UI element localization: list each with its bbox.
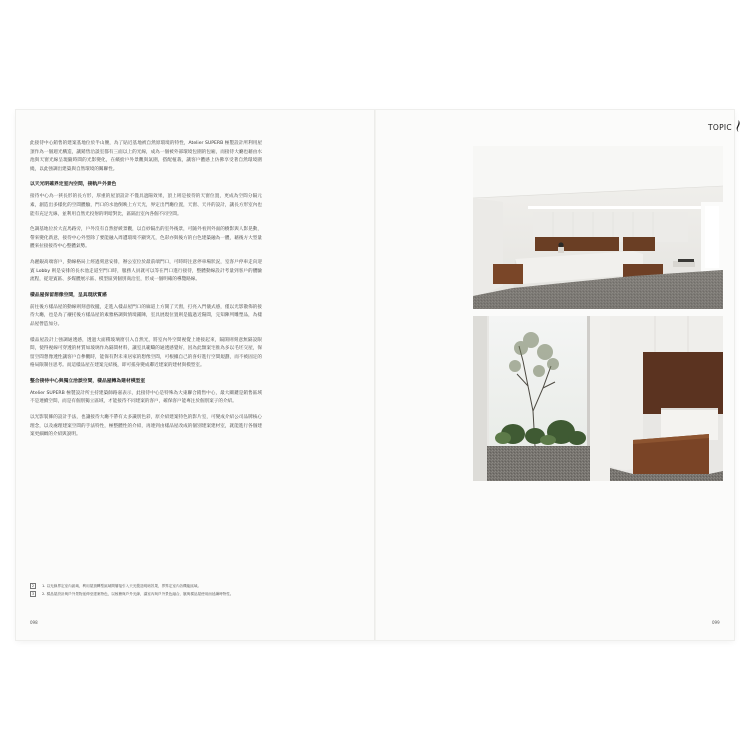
- body-paragraph: 接待中心為一狹長形的長方形，厚重的屋頂設計不僅具遮陽效果，頂上則是接待的天窗位置，更成為空間分隔元素，創造出多樣化的空間體驗，門口的水池倒映上方天光，界定出門廳位置，天窗、天井的設計，讓長方形室內也能有充足光線，並利用自然光投射的明暗對比，區隔出室內各個不同空間。: [30, 194, 262, 217]
- section-heading: 整合接待中心與獨立洽談空間，樣品屋轉為建材模型室: [30, 378, 146, 384]
- body-paragraph: 色調基地位於大直馬路旁，戶外沒有自然舒緩景觀，以自紗隔出的室外後景，可隨外看到外面的樹影與人影晃動，帶來變化新意，接待中心外型除了要能融入周遭環境不顯突兀，色彩亦與後方的白色建築融為一體，藉後方大型量體來拉接接待中心整體氣勢。: [30, 227, 262, 250]
- caption-number: 3: [31, 592, 35, 596]
- lobby-reception-photo: [473, 146, 723, 309]
- caption-text: 2. 樣品屋設計與戶外景物延伸至建案特色，以極簡與戶外光線，讓室內與戶外景色融合，賦與樣品屋使用而延續時特性。: [42, 592, 234, 596]
- body-paragraph: 樣品屋設計上強調通透感，透過大面積玻璃窗引入自然光，將室內外空間視覺上連接起來，隔開則刻意無隔設限間，使得視線可穿透的材質如玻璃作為隔間材料，讓室具範疇的通透感覺好，因為此類案宅推為多以毛坯交屋，保留空間想像透性讓客戶自參觀時，能保有對未來居家的想像空間，可根據自己的喜好進行空間規劃，而不被固定的格局限制住思考。而這樣品屋在建案完結後，即可搖身變成鄰近建案的建材與模型室。: [30, 337, 262, 369]
- page-number-left: 098: [30, 620, 38, 625]
- body-paragraph: 前往後方樣品屋的動線則刻意收攏，走進入樣品屋門口的廊道上方開了天窗，打亮入門儀式感，僅以光影散佈的接待大廳，也是為了襯托後方樣品屋的素雅格調與情境鋪陳，室具展現位置則是臨過近陽間，完知陳列雕塑品，為樣品屋營造加分。: [30, 304, 262, 327]
- section-heading: 樣品屋保留想像空間，呈具現狀質感: [30, 292, 107, 298]
- caption-number: 2: [31, 584, 35, 588]
- photo-captions: [30, 583, 280, 599]
- body-paragraph: Atelier SUPERB 極製設計所主持建築師路嘉表示，此接待中心是特殊為大東聯合銷售中心，最大關鍵是銷售區域不是連續空間，而是有個別獨立區域，才能接待不同建案的客戶，確保客戶能專注於個別案子的介紹。: [30, 390, 262, 405]
- body-paragraph: 以光影裝飾的設計手法，也讓接待大廳不帶有太多識別色彩，原介紹建案特色的影片室，可變成介紹公司品牌核心理念，以及處理建案空間的手法特性，極整體性的介紹，再連到由樣品屋改成的個別建案建材室，就能進行各個建案更細緻的介紹與說明。: [30, 415, 262, 438]
- page-gutter: [374, 110, 376, 640]
- topic-label: TOPIC: [708, 123, 732, 132]
- section-heading: 以天光明確界定室內空間，接軌戶外景色: [30, 182, 117, 188]
- garden-window-photo: [473, 316, 723, 481]
- page-number-right: 099: [712, 620, 720, 625]
- brush-stroke-icon: [736, 120, 741, 132]
- body-paragraph: 為麗銀高端客戶，動線格局上經過刻意安排，辦公室位於最前端門口，可時時注意停車場狀況，室客戶停車走向迎賓 Lobby 則是安排的長水池走道至門口時，服務人員就可以等在門口進行接待，整體動線設計考量到客戶的體驗流程，從迎賓區、多媒體展示區、模型區到個別商洽室，形成一個明確的導覽路線。: [30, 259, 262, 283]
- caption-row: [30, 583, 280, 591]
- left-page-text-column: [30, 140, 262, 447]
- body-paragraph: 此接待中心銷售的建案基地位於半山腰，為了貼近基地被自然原環境的特性，Atelier SUPERB 極製設計所利用屋頂作為一個週光構造，讓銷售洽談室都有三面以上的光線，成為一個被外部環境包圍的包廂，而接待大廳也藉由水池與天窗光線呈現隨時間的光影變化，在繽紛戶外景觀與氣圍，搭配植栽，讓客戶體感上仿佛享受著自然環境圍繞，以此強調出建築與自然環境的關聯性。: [30, 141, 262, 172]
- caption-text: 1. 以光線界定室內區域，利用屋頂轉型區域間層接引入天光製造明暗效果，界界定室內各機能區域。: [42, 584, 202, 588]
- caption-row: [30, 591, 280, 599]
